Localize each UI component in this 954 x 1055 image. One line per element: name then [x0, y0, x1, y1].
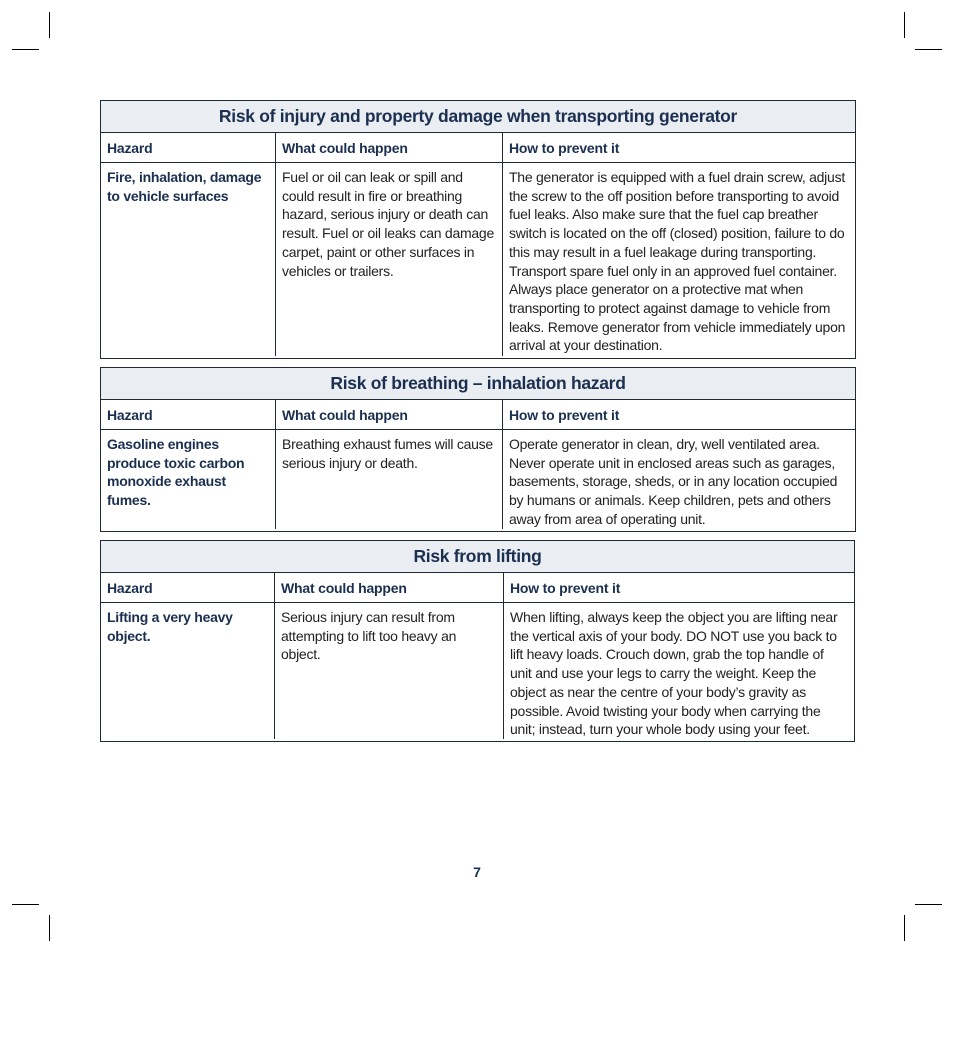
- crop-mark-bottom-right-vertical: [904, 915, 905, 941]
- crop-mark-bottom-left-vertical: [49, 915, 50, 941]
- how-to-prevent-column-header: How to prevent it: [510, 580, 621, 596]
- crop-mark-top-right-vertical: [904, 12, 905, 38]
- table-title: Risk of injury and property damage when transporting generator: [101, 101, 855, 133]
- how-to-prevent-column-header: How to prevent it: [509, 140, 620, 156]
- crop-mark-bottom-left-horizontal: [12, 904, 39, 905]
- table-row: [101, 163, 855, 356]
- what-could-happen-cell: Breathing exhaust fumes will cause serious injury or death.: [276, 430, 503, 529]
- lifting-risk-table: [100, 540, 855, 742]
- breathing-risk-table: [100, 367, 856, 532]
- hazard-column-header: Hazard: [101, 573, 275, 602]
- crop-mark-top-left-horizontal: [12, 49, 39, 50]
- transport-risk-table: [100, 100, 856, 359]
- table-row: [101, 603, 854, 739]
- table-title: Risk from lifting: [101, 541, 854, 573]
- hazard-cell: Fire, inhalation, damage to vehicle surfaces: [101, 163, 276, 356]
- page-number: 7: [473, 864, 481, 880]
- hazard-column-header: Hazard: [101, 133, 276, 162]
- crop-mark-top-right-horizontal: [915, 49, 942, 50]
- what-could-happen-column-header: What could happen: [275, 573, 504, 602]
- crop-mark-top-left-vertical: [49, 12, 50, 38]
- how-to-prevent-cell: When lifting, always keep the object you are lifting near the vertical axis of your body. DO NOT use you back to lift heavy loads. Crouch down, grab the top handle of unit and use your legs to carry the weight. Keep the object as near the centre of your body’s gravity as possible. Avoid twisting your body when carrying the unit; instead, turn your whole body using your feet.: [510, 609, 838, 738]
- what-could-happen-column-header: What could happen: [276, 133, 503, 162]
- table-header-row: [101, 133, 855, 163]
- hazard-cell: Lifting a very heavy object.: [101, 603, 275, 739]
- how-to-prevent-cell: Operate generator in clean, dry, well ventilated area. Never operate unit in enclosed areas such as garages, basements, storage, sheds, or in any location occupied by humans or animals. Keep children, pets and others away from area of operating unit.: [509, 436, 838, 527]
- table-title: Risk of breathing – inhalation hazard: [101, 368, 855, 400]
- what-could-happen-cell: Serious injury can result from attempting to lift too heavy an object.: [275, 603, 504, 739]
- what-could-happen-cell: Fuel or oil can leak or spill and could result in fire or breathing hazard, serious injury or death can result. Fuel or oil leaks can damage carpet, paint or other surfaces in vehicles or trailers.: [276, 163, 503, 356]
- what-could-happen-column-header: What could happen: [276, 400, 503, 429]
- crop-mark-bottom-right-horizontal: [915, 904, 942, 905]
- table-header-row: [101, 573, 854, 603]
- table-row: [101, 430, 855, 529]
- how-to-prevent-column-header: How to prevent it: [509, 407, 620, 423]
- how-to-prevent-cell: The generator is equipped with a fuel drain screw, adjust the screw to the off position before transporting to avoid fuel leaks. Also make sure that the fuel cap breather switch is located on the off (closed) position, failure to do this may result in a fuel leakage during transporting. Transport spare fuel only in an approved fuel container. Always place generator on a protective mat when transporting to protect against damage to vehicle from leaks. Remove generator from vehicle immediately upon arrival at your destination.: [509, 169, 846, 354]
- hazard-cell: Gasoline engines produce toxic carbon monoxide exhaust fumes.: [101, 430, 276, 529]
- table-header-row: [101, 400, 855, 430]
- hazard-column-header: Hazard: [101, 400, 276, 429]
